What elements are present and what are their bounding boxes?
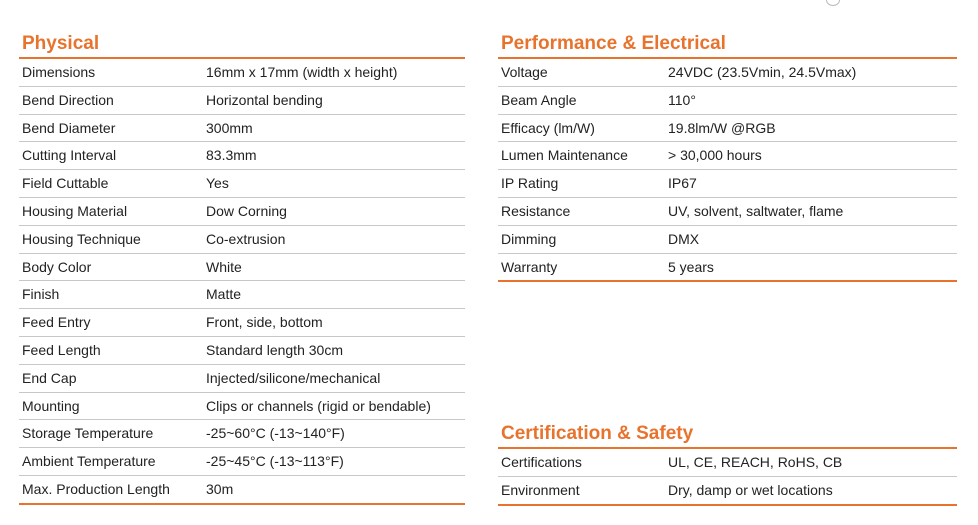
spec-value: UL, CE, REACH, RoHS, CB (668, 454, 843, 470)
spec-row (19, 365, 465, 393)
spec-label: Certifications (501, 454, 582, 470)
spec-value: 19.8lm/W @RGB (668, 119, 776, 136)
spec-row (19, 170, 465, 198)
spec-label: Resistance (501, 202, 571, 219)
logo-fragment (826, 0, 840, 6)
spec-label: Ambient Temperature (22, 453, 156, 470)
spec-value: 83.3mm (206, 147, 257, 164)
spec-label: Beam Angle (501, 91, 577, 108)
spec-row (19, 254, 465, 282)
section-bottom-rule (19, 503, 465, 505)
spec-label: IP Rating (501, 175, 559, 192)
spec-label: Bend Direction (22, 91, 114, 108)
spec-label: Dimensions (22, 64, 96, 80)
spec-row (19, 448, 465, 476)
spec-label: Efficacy (lm/W) (501, 119, 595, 136)
spec-row (19, 115, 465, 143)
spec-value: 5 years (668, 258, 714, 275)
spec-row (19, 281, 465, 309)
spec-row (498, 226, 957, 254)
spec-row (19, 393, 465, 421)
spec-row (498, 449, 957, 477)
spec-label: Cutting Interval (22, 147, 117, 164)
spec-label: Finish (22, 286, 60, 303)
spec-row (19, 198, 465, 226)
spec-value: Dow Corning (206, 202, 287, 219)
spec-value: Standard length 30cm (206, 341, 343, 358)
spec-label: Field Cuttable (22, 175, 109, 192)
spec-label: Housing Technique (22, 230, 141, 247)
spec-value: > 30,000 hours (668, 147, 762, 164)
spec-value: -25~60°C (-13~140°F) (206, 425, 345, 442)
physical-section (19, 33, 465, 505)
spec-row (498, 254, 957, 281)
spec-label: Storage Temperature (22, 425, 154, 442)
spec-row (498, 59, 957, 87)
spec-label: Warranty (501, 258, 558, 275)
spec-value: 300mm (206, 119, 253, 136)
spec-value: Injected/silicone/mechanical (206, 369, 381, 386)
spec-row (19, 226, 465, 254)
spec-label: Voltage (501, 64, 548, 80)
spec-value: 24VDC (23.5Vmin, 24.5Vmax) (668, 64, 857, 80)
spec-value: Yes (206, 175, 229, 192)
section-title: Performance & Electrical (501, 33, 726, 54)
spec-label: Body Color (22, 258, 92, 275)
spec-label: Max. Production Length (22, 480, 170, 497)
spec-value: Clips or channels (rigid or bendable) (206, 397, 431, 414)
section-bottom-rule (498, 504, 957, 506)
spec-value: UV, solvent, saltwater, flame (668, 202, 844, 219)
spec-label: Dimming (501, 230, 557, 247)
spec-row (498, 198, 957, 226)
spec-value: Co-extrusion (206, 230, 286, 247)
spec-row (19, 337, 465, 365)
spec-row (19, 142, 465, 170)
spec-value: DMX (668, 230, 700, 247)
spec-value: 30m (206, 480, 234, 497)
spec-label: Bend Diameter (22, 119, 116, 136)
spec-value: Matte (206, 286, 242, 303)
spec-value: 16mm x 17mm (width x height) (206, 64, 398, 80)
spec-value: IP67 (668, 175, 697, 192)
spec-value: 110° (668, 91, 696, 108)
spec-value: Horizontal bending (206, 91, 323, 108)
spec-row (498, 170, 957, 198)
spec-row (19, 420, 465, 448)
spec-row (498, 115, 957, 143)
spec-label: End Cap (22, 369, 77, 386)
spec-label: Mounting (22, 397, 80, 414)
spec-row (498, 142, 957, 170)
spec-value: -25~45°C (-13~113°F) (206, 453, 344, 470)
certification-section (498, 423, 957, 506)
spec-row (498, 87, 957, 115)
spec-row (19, 87, 465, 115)
spec-label: Feed Length (22, 341, 101, 358)
spec-label: Feed Entry (22, 314, 91, 331)
spec-value: Dry, damp or wet locations (668, 481, 833, 498)
spec-value: Front, side, bottom (206, 314, 323, 331)
spec-value: White (206, 258, 242, 275)
section-title: Physical (22, 33, 100, 54)
section-bottom-rule (498, 280, 957, 282)
performance-section (498, 33, 957, 282)
section-title: Certification & Safety (501, 423, 694, 444)
spec-label: Housing Material (22, 202, 128, 219)
spec-row (498, 477, 957, 504)
spec-label: Lumen Maintenance (501, 147, 628, 164)
spec-row (19, 59, 465, 87)
spec-row (19, 476, 465, 503)
spec-label: Environment (501, 481, 580, 498)
spec-row (19, 309, 465, 337)
